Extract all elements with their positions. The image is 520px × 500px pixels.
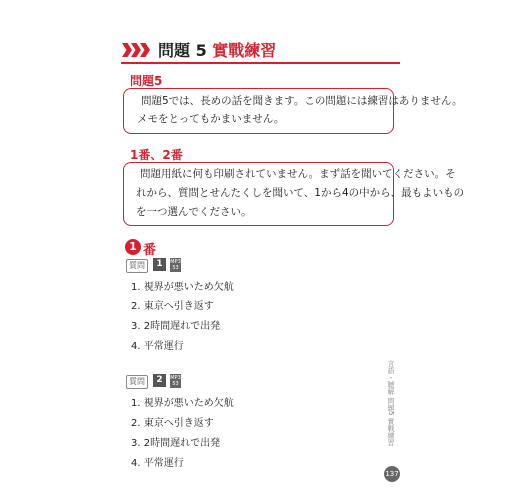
page-title	[158, 38, 276, 61]
choice-item: 2. 東京へ引き返す	[131, 301, 214, 312]
shitsumon-number: 2	[153, 374, 166, 387]
shitsumon-number: 1	[153, 258, 166, 271]
choice-item: 3. 2時間遅れで出発	[131, 321, 221, 332]
page-number: 137	[384, 466, 400, 482]
choice-item: 1. 視界が悪いため欠航	[131, 398, 234, 409]
title-main: 實戰練習	[212, 41, 277, 60]
choice-item: 2. 東京へ引き返す	[131, 418, 214, 429]
chevron-icon	[122, 43, 132, 57]
choice-item: 3. 2時間遅れで出発	[131, 438, 221, 449]
choice-item: 4. 平常運行	[131, 341, 184, 352]
mp3-icon: MP3 53	[170, 375, 181, 387]
instruction-line: れから、質問とせんたくしを聞いて、1から4の中から、最もよいもの	[136, 187, 465, 199]
side-index-label: 言語・聴解 問題5 實戰練習	[387, 360, 395, 446]
instruction-line: 問題用紙に何も印刷されていません。まず話を聞いてください。そ	[140, 168, 456, 180]
choice-item: 4. 平常運行	[131, 458, 184, 469]
section-label-ban12: 1番、2番	[130, 148, 183, 162]
instruction-line: メモをとってもかまいません。	[137, 113, 285, 125]
chevron-icon	[140, 43, 150, 57]
shitsumon-tag: 質問	[126, 375, 148, 389]
choice-item: 1. 視界が悪いため欠航	[131, 282, 234, 293]
question-number-badge: 1	[125, 239, 141, 255]
instruction-line: 問題5では、長めの話を聞きます。この問題には練習はありません。	[141, 95, 463, 107]
instruction-line: を一つ選んでください。	[136, 206, 252, 218]
shitsumon-tag: 質問	[126, 259, 148, 273]
title-underline	[121, 62, 400, 64]
section-label-mondai5: 問題5	[130, 74, 163, 88]
mp3-icon: MP3 53	[170, 259, 181, 271]
chevron-icon	[131, 43, 141, 57]
question-ban-label: 番	[143, 243, 157, 258]
title-prefix: 問題 5	[158, 41, 207, 60]
